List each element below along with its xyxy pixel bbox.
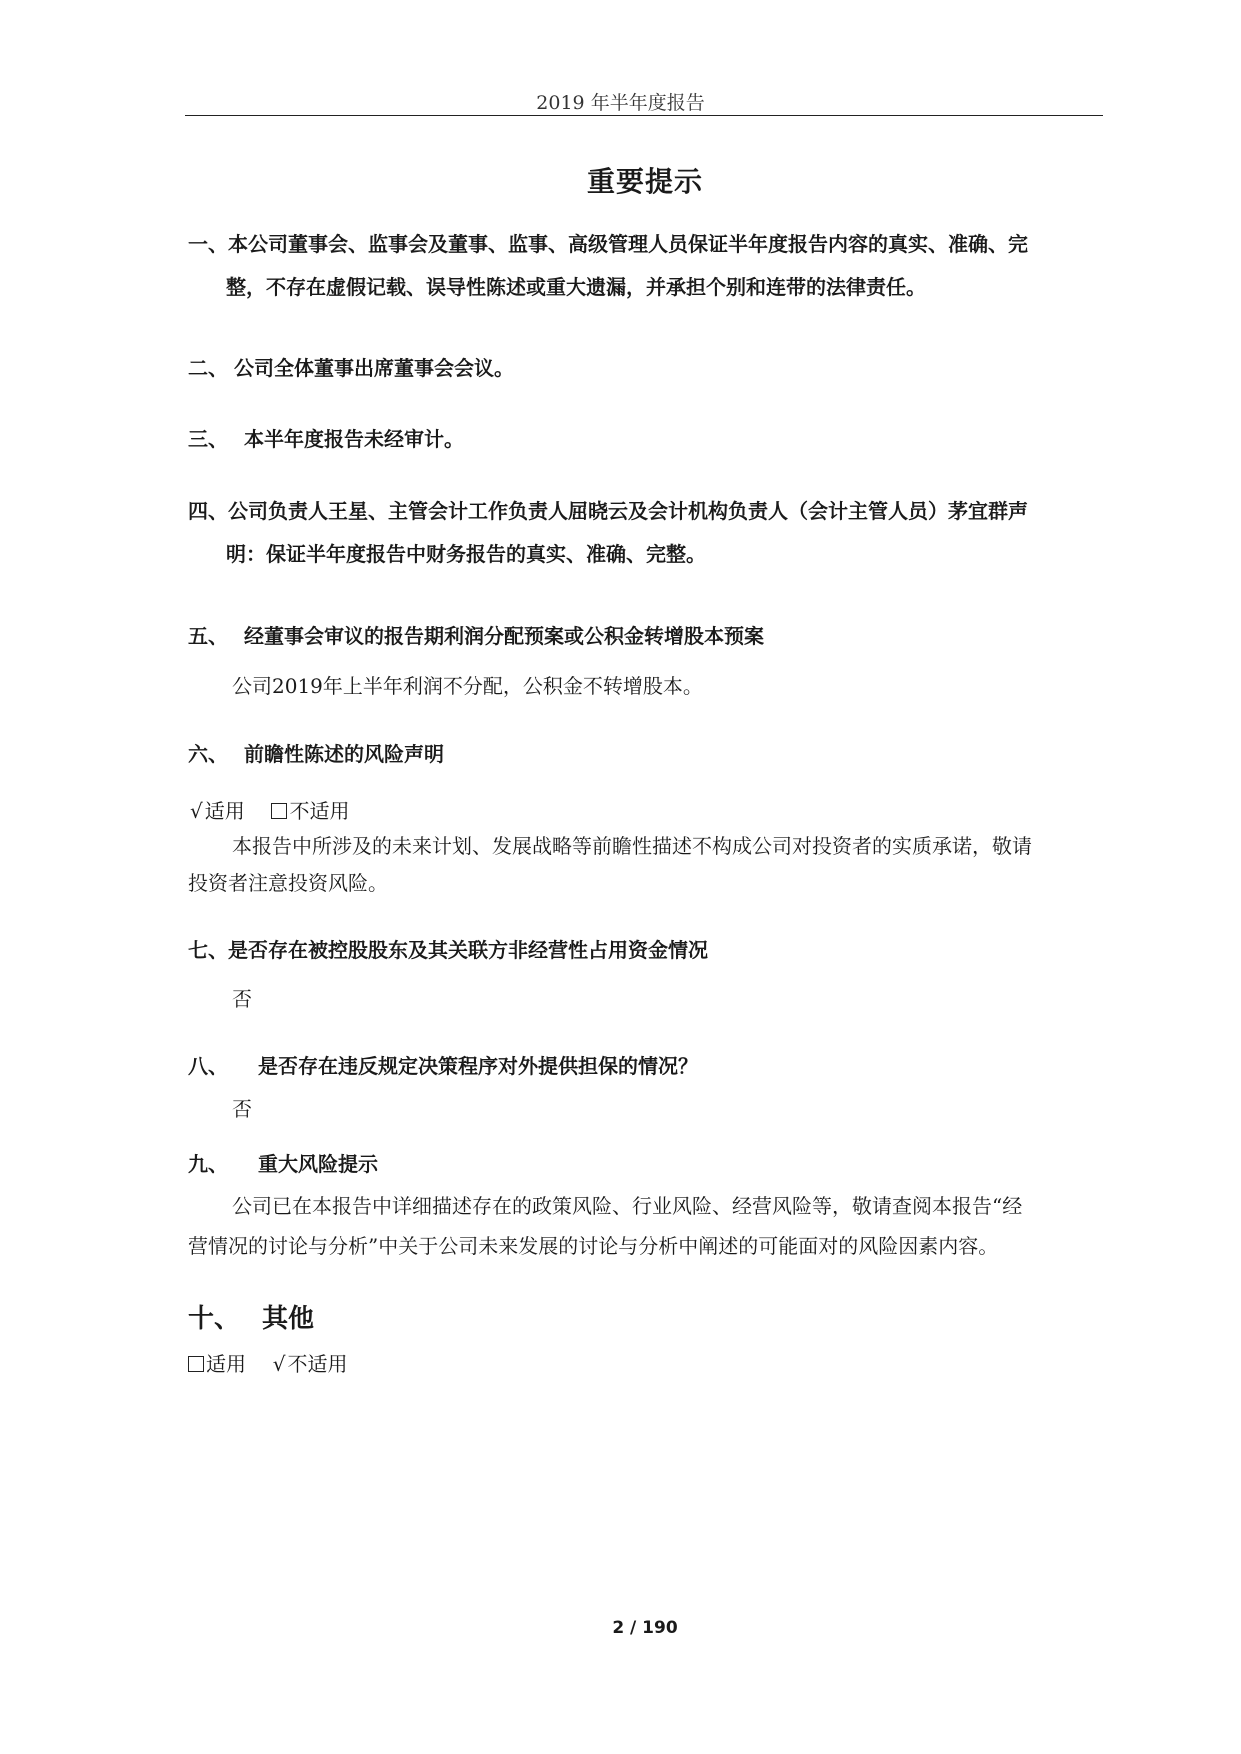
- item-10-number: 十、: [188, 1304, 241, 1334]
- option-applicable: 适用: [206, 1352, 246, 1376]
- item-9-body-line-1: 公司已在本报告中详细描述存在的政策风险、行业风险、经营风险等，敬请查阅本报告“经: [232, 1194, 1023, 1218]
- item-7-number: 七、: [188, 938, 228, 962]
- item-6-body-line-1: 本报告中所涉及的未来计划、发展战略等前瞻性描述不构成公司对投资者的实质承诺，敬请: [232, 834, 1032, 858]
- checkbox-empty-icon: [188, 1356, 204, 1372]
- item-7-body: 否: [232, 987, 252, 1011]
- item-1-line-2: 整，不存在虚假记载、误导性陈述或重大遗漏，并承担个别和连带的法律责任。: [226, 275, 926, 299]
- item-9-heading: [188, 1148, 378, 1177]
- running-header: 2019 年半年度报告: [536, 92, 705, 114]
- item-8-heading: [188, 1050, 698, 1079]
- item-6-text: 前瞻性陈述的风险声明: [244, 742, 444, 766]
- option-not-applicable: 不适用: [289, 799, 350, 823]
- item-6-options: [190, 795, 349, 824]
- item-10-heading: [188, 1298, 314, 1335]
- item-5-text: 经董事会审议的报告期利润分配预案或公积金转增股本预案: [244, 624, 764, 648]
- item-2-number: 二、: [188, 356, 228, 380]
- item-4-text: 公司负责人王星、主管会计工作负责人屈晓云及会计机构负责人（会计主管人员）茅宜群声: [228, 499, 1028, 523]
- item-4-line-2: 明：保证半年度报告中财务报告的真实、准确、完整。: [226, 542, 706, 566]
- page-number: 2 / 190: [612, 1618, 678, 1638]
- item-3-text: 本半年度报告未经审计。: [244, 427, 464, 451]
- item-6-number: 六、: [188, 742, 228, 766]
- header-rule: [185, 115, 1103, 116]
- item-7-heading: [188, 934, 708, 963]
- item-4-number: 四、: [188, 499, 228, 523]
- item-5-number: 五、: [188, 624, 228, 648]
- item-9-text: 重大风险提示: [258, 1152, 378, 1176]
- item-9-body-line-2: 营情况的讨论与分析”中关于公司未来发展的讨论与分析中阐述的可能面对的风险因素内容。: [188, 1234, 999, 1258]
- item-3-number: 三、: [188, 427, 228, 451]
- item-10-text: 其他: [262, 1304, 315, 1334]
- option-not-applicable: 不适用: [287, 1352, 348, 1376]
- item-8-body: 否: [232, 1097, 252, 1121]
- item-5-heading: [188, 620, 764, 649]
- item-8-text: 是否存在违反规定决策程序对外提供担保的情况？: [258, 1054, 698, 1078]
- item-1-text: 本公司董事会、监事会及董事、监事、高级管理人员保证半年度报告内容的真实、准确、完: [228, 232, 1028, 256]
- item-6-body-line-2: 投资者注意投资风险。: [188, 871, 388, 895]
- check-mark-icon: √: [272, 1352, 286, 1376]
- item-3: [188, 423, 464, 452]
- item-6-heading: [188, 738, 444, 767]
- page-title: 重要提示: [586, 165, 703, 198]
- option-applicable: 适用: [204, 799, 245, 823]
- item-1-number: 一、: [188, 232, 228, 256]
- item-9-number: 九、: [188, 1152, 228, 1176]
- check-mark-icon: √: [190, 799, 203, 823]
- item-1-line-1: [188, 228, 1028, 257]
- item-4-line-1: [188, 495, 1028, 524]
- checkbox-empty-icon: [271, 803, 287, 819]
- item-5-body: 公司2019年上半年利润不分配，公积金不转增股本。: [232, 674, 703, 698]
- item-10-options: [188, 1348, 347, 1377]
- item-2-text: 公司全体董事出席董事会会议。: [234, 356, 514, 380]
- item-2: [188, 352, 514, 381]
- item-8-number: 八、: [188, 1054, 228, 1078]
- item-7-text: 是否存在被控股股东及其关联方非经营性占用资金情况: [228, 938, 708, 962]
